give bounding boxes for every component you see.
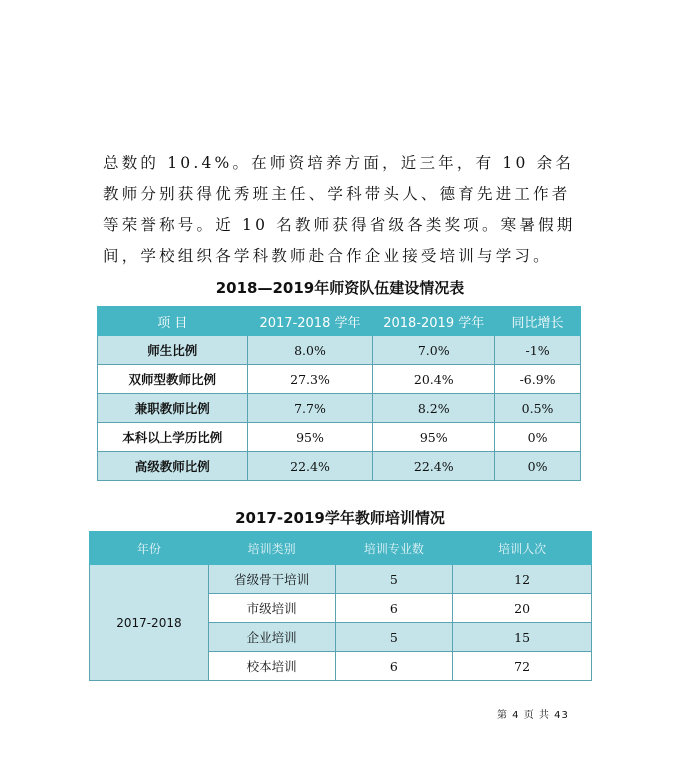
table-row <box>98 394 581 423</box>
row-label: 双师型教师比例 <box>98 365 248 394</box>
row-label: 本科以上学历比例 <box>98 423 248 452</box>
table-header-row <box>98 307 581 336</box>
year-cell: 2017-2018 <box>90 565 209 681</box>
header-majors: 培训专业数 <box>335 532 453 565</box>
cell-change: 0.5% <box>495 394 581 423</box>
body-paragraph: 总数的 10.4%。在师资培养方面，近三年，有 10 余名教师分别获得优秀班主任、学科带头人、德育先进工作者等荣誉称号。近 10 名教师获得省级各类奖项。寒暑假期间，学校组织各学科教师赴合作企业接受培训与学习。 <box>103 154 576 265</box>
header-item: 项 目 <box>98 307 248 336</box>
cell-value: 7.0% <box>373 336 495 365</box>
table-row <box>98 365 581 394</box>
cell-change: 0% <box>495 452 581 481</box>
table-row <box>98 423 581 452</box>
cell-change: -6.9% <box>495 365 581 394</box>
training-table <box>89 531 592 681</box>
header-year: 年份 <box>90 532 209 565</box>
cell-value: 27.3% <box>247 365 373 394</box>
cell-majors: 6 <box>335 652 453 681</box>
header-training-type: 培训类别 <box>208 532 335 565</box>
cell-value: 95% <box>373 423 495 452</box>
cell-count: 12 <box>453 565 592 594</box>
header-count: 培训人次 <box>453 532 592 565</box>
cell-count: 72 <box>453 652 592 681</box>
table1-caption: 2018—2019年师资队伍建设情况表 <box>215 279 465 297</box>
cell-majors: 6 <box>335 594 453 623</box>
cell-type: 校本培训 <box>208 652 335 681</box>
cell-value: 8.0% <box>247 336 373 365</box>
header-year-2018-2019: 2018-2019 学年 <box>373 307 495 336</box>
table-header-row <box>90 532 592 565</box>
cell-type: 市级培训 <box>208 594 335 623</box>
cell-value: 7.7% <box>247 394 373 423</box>
table2-caption: 2017-2019学年教师培训情况 <box>235 509 445 527</box>
table-row <box>90 565 592 594</box>
cell-type: 省级骨干培训 <box>208 565 335 594</box>
cell-value: 20.4% <box>373 365 495 394</box>
cell-change: 0% <box>495 423 581 452</box>
table-row <box>98 336 581 365</box>
cell-count: 15 <box>453 623 592 652</box>
cell-majors: 5 <box>335 623 453 652</box>
row-label: 兼职教师比例 <box>98 394 248 423</box>
page-footer: 第 4 页 共 43 <box>497 710 569 721</box>
cell-value: 22.4% <box>247 452 373 481</box>
cell-value: 95% <box>247 423 373 452</box>
cell-value: 22.4% <box>373 452 495 481</box>
header-change: 同比增长 <box>495 307 581 336</box>
cell-value: 8.2% <box>373 394 495 423</box>
cell-count: 20 <box>453 594 592 623</box>
staff-construction-table <box>97 306 581 481</box>
cell-change: -1% <box>495 336 581 365</box>
cell-type: 企业培训 <box>208 623 335 652</box>
row-label: 高级教师比例 <box>98 452 248 481</box>
cell-majors: 5 <box>335 565 453 594</box>
header-year-2017-2018: 2017-2018 学年 <box>247 307 373 336</box>
table-row <box>98 452 581 481</box>
row-label: 师生比例 <box>98 336 248 365</box>
